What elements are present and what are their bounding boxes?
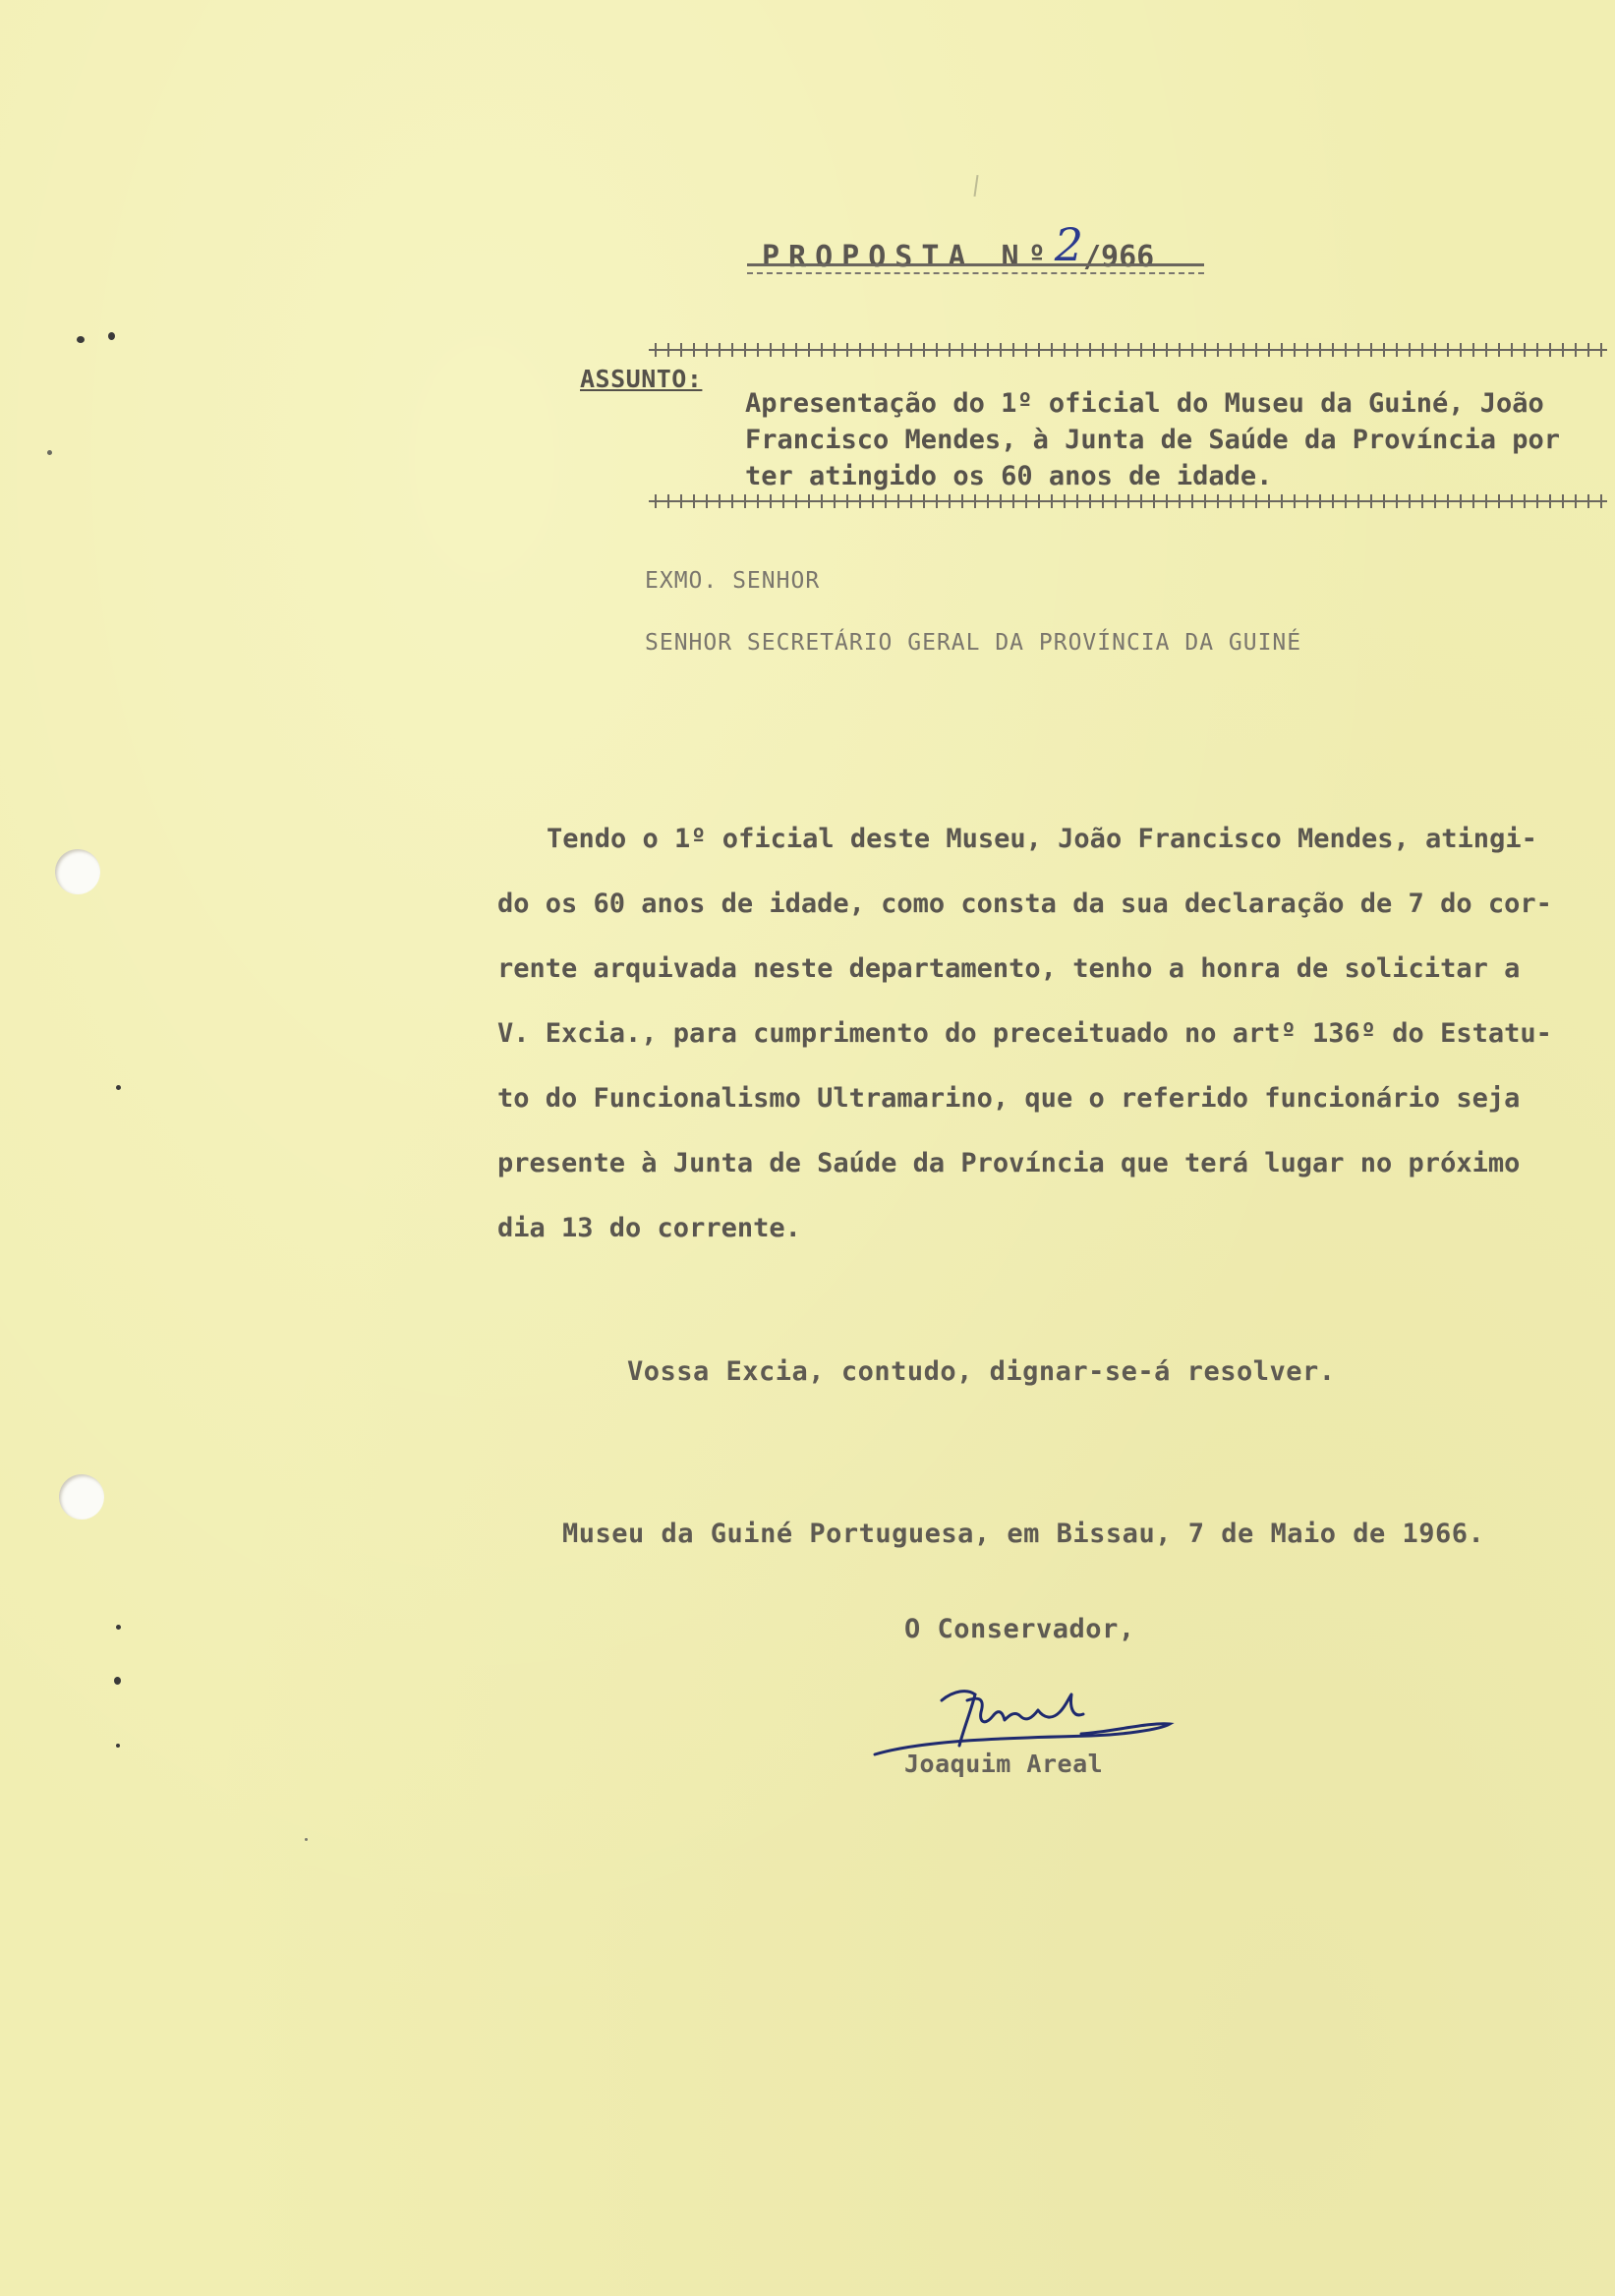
body-line: rente arquivada neste departamento, tenho a honra de solicitar a	[497, 953, 1521, 984]
margin-mark	[305, 1838, 308, 1841]
title-underline	[747, 263, 1204, 274]
addressee-title: SENHOR SECRETÁRIO GERAL DA PROVÍNCIA DA GUINÉ	[645, 630, 1302, 656]
place-date-line: Museu da Guiné Portuguesa, em Bissau, 7 de Maio de 1966.	[562, 1519, 1485, 1549]
title-year: /966	[1082, 240, 1155, 274]
body-line: V. Excia., para cumprimento do preceituado no artº 136º do Estatu-	[497, 1018, 1552, 1049]
body-line: presente à Junta de Saúde da Província que terá lugar no próximo	[497, 1148, 1521, 1178]
margin-mark	[116, 1744, 120, 1748]
subject-rule-bottom	[649, 494, 1607, 508]
body-line: do os 60 anos de idade, como consta da sua declaração de 7 do cor-	[497, 889, 1552, 919]
margin-mark	[116, 1625, 121, 1630]
punch-hole	[55, 849, 100, 894]
handwritten-number: 2	[1054, 218, 1083, 271]
subject-text	[745, 385, 1590, 494]
body-line: Tendo o 1º oficial deste Museu, João Francisco Mendes, atingi-	[547, 824, 1537, 854]
subject-line: Apresentação do 1º oficial do Museu da Guiné, João	[745, 388, 1544, 419]
signatory-name: Joaquim Areal	[904, 1750, 1104, 1778]
margin-mark	[77, 336, 85, 343]
subject-line: Francisco Mendes, à Junta de Saúde da Província por	[745, 425, 1561, 455]
subject-rule-top	[649, 343, 1607, 357]
punch-hole	[59, 1474, 104, 1520]
margin-mark	[47, 450, 52, 455]
body-line: to do Funcionalismo Ultramarino, que o referido funcionário seja	[497, 1083, 1521, 1114]
title-prefix: PROPOSTA Nº	[762, 240, 1055, 274]
subject-label: ASSUNTO:	[580, 365, 703, 393]
closing-line: Vossa Excia, contudo, dignar-se-á resolver.	[627, 1356, 1336, 1387]
signatory-role: O Conservador,	[904, 1614, 1135, 1644]
subject-line: ter atingido os 60 anos de idade.	[745, 461, 1273, 491]
pencil-mark	[973, 175, 978, 197]
margin-mark	[116, 1085, 121, 1090]
body-line: dia 13 do corrente.	[497, 1213, 801, 1243]
addressee-salutation: EXMO. SENHOR	[645, 568, 821, 594]
margin-mark	[114, 1677, 121, 1685]
margin-mark	[108, 332, 115, 340]
